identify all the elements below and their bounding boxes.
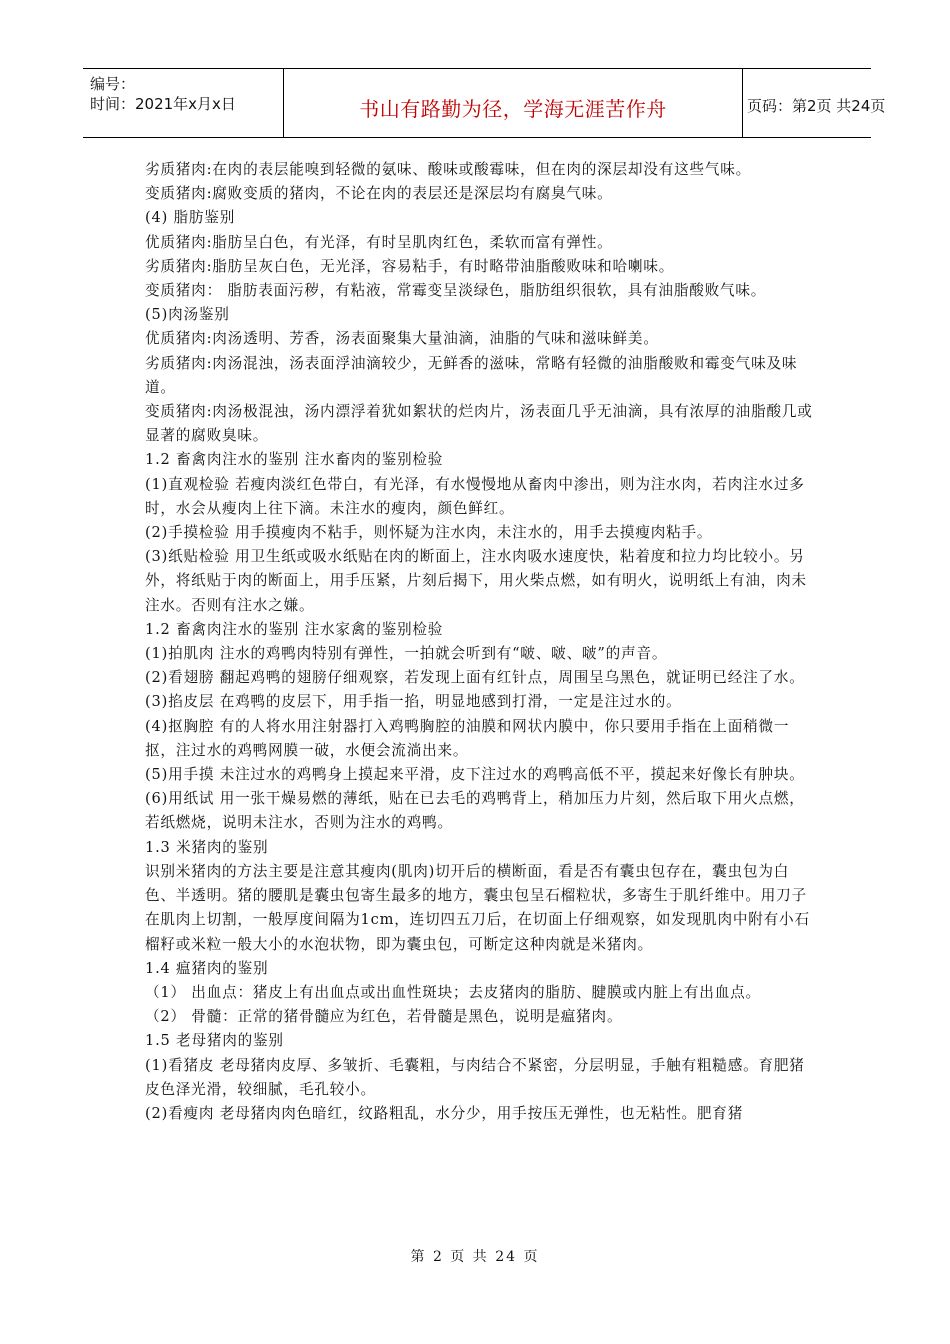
page-header bbox=[83, 68, 886, 138]
body-paragraph: (2)看翅膀 翻起鸡鸭的翅膀仔细观察，若发现上面有红针点，周围呈乌黑色，就证明已经注了水。 bbox=[145, 669, 805, 687]
body-paragraph: (1)看猪皮 老母猪肉皮厚、多皱折、毛囊粗，与肉结合不紧密，分层明显，手触有粗糙感。育肥猪皮色泽光滑，较细腻，毛孔较小。 bbox=[145, 1056, 805, 1098]
body-paragraph: （1） 出血点：猪皮上有出血点或出血性斑块；去皮猪肉的脂肪、腱膜或内脏上有出血点。 bbox=[145, 983, 761, 1001]
document-body bbox=[145, 158, 815, 1126]
header-motto-cell bbox=[283, 69, 743, 137]
body-paragraph: 优质猪肉:脂肪呈白色，有光泽，有时呈肌肉红色，柔软而富有弹性。 bbox=[145, 233, 613, 251]
body-paragraph: (4) 脂肪鉴别 bbox=[145, 209, 236, 227]
header-page-number: 页码：第2页 共24页 bbox=[747, 97, 886, 115]
document-number-label: 编号： bbox=[90, 75, 136, 93]
header-page-cell bbox=[741, 69, 886, 137]
body-paragraph: (3)掐皮层 在鸡鸭的皮层下，用手指一掐，明显地感到打滑，一定是注过水的。 bbox=[145, 693, 682, 711]
body-paragraph: 劣质猪肉:在肉的表层能嗅到轻微的氨味、酸味或酸霉味，但在肉的深层却没有这些气味。 bbox=[145, 161, 752, 178]
body-paragraph: 识别米猪肉的方法主要是注意其瘦肉(肌肉)切开后的横断面，看是否有囊虫包存在，囊虫包为白色、半透明。猪的腰肌是囊虫包寄生最多的地方，囊虫包呈石榴粒状，多寄生于肌纤维中。用刀子在肌肉上切割，一般厚度间隔为1cm，连切四五刀后，在切面上仔细观察，如发现肌肉中附有小石榴籽或米粒一般大小的水泡状物，即为囊虫包，可断定这种肉就是米猪肉。 bbox=[145, 862, 810, 953]
body-paragraph: (1)直观检验 若瘦肉淡红色带白，有光泽，有水慢慢地从畜肉中渗出，则为注水肉，若肉注水过多时，水会从瘦肉上往下滴。未注水的瘦肉，颜色鲜红。 bbox=[145, 475, 805, 517]
body-paragraph: (3)纸贴检验 用卫生纸或吸水纸贴在肉的断面上，注水肉吸水速度快，粘着度和拉力均比较小。另外，将纸贴于肉的断面上，用手压紧，片刻后揭下，用火柴点燃，如有明火，说明纸上有油，肉未注水。否则有注水之嫌。 bbox=[145, 548, 807, 614]
body-paragraph: 劣质猪肉:肉汤混浊，汤表面浮油滴较少，无鲜香的滋味，常略有轻微的油脂酸败和霉变气味及味道。 bbox=[145, 354, 798, 396]
header-motto: 书山有路勤为径，学海无涯苦作舟 bbox=[359, 97, 667, 121]
body-paragraph: (5)用手摸 未注过水的鸡鸭身上摸起来平滑，皮下注过水的鸡鸭高低不平，摸起来好像长有肿块。 bbox=[145, 766, 805, 784]
document-date-label: 时间：2021年x月x日 bbox=[90, 95, 236, 113]
header-info-cell bbox=[83, 69, 283, 137]
body-paragraph: （2） 骨髓：正常的猪骨髓应为红色，若骨髓是黑色，说明是瘟猪肉。 bbox=[145, 1008, 623, 1026]
body-paragraph: 变质猪肉:腐败变质的猪肉，不论在肉的表层还是深层均有腐臭气味。 bbox=[145, 185, 613, 203]
body-paragraph: (2)看瘦肉 老母猪肉肉色暗红，纹路粗乱，水分少，用手按压无弹性，也无粘性。肥育猪 bbox=[145, 1104, 744, 1122]
body-paragraph: 变质猪肉:肉汤极混浊，汤内漂浮着犹如絮状的烂肉片，汤表面几乎无油滴，具有浓厚的油脂酸几或显著的腐败臭味。 bbox=[145, 403, 813, 445]
page-footer: 第 2 页 共 24 页 bbox=[410, 1249, 540, 1265]
body-paragraph: (1)拍肌肉 注水的鸡鸭肉特别有弹性，一拍就会听到有“啵、啵、啵”的声音。 bbox=[145, 645, 668, 663]
body-paragraph: 变质猪肉： 脂肪表面污秽，有粘液，常霉变呈淡绿色，脂肪组织很软，具有油脂酸败气味。 bbox=[145, 282, 767, 300]
body-paragraph: (6)用纸试 用一张干燥易燃的薄纸，贴在已去毛的鸡鸭背上，稍加压力片刻，然后取下用火点燃，若纸燃烧，说明未注水，否则为注水的鸡鸭。 bbox=[145, 790, 805, 832]
body-paragraph: (4)抠胸腔 有的人将水用注射器打入鸡鸭胸腔的油膜和网状内膜中，你只要用手指在上面稍微一抠，注过水的鸡鸭网膜一破，水便会流淌出来。 bbox=[145, 717, 790, 759]
body-paragraph: (2)手摸检验 用手摸瘦肉不粘手，则怀疑为注水肉，未注水的，用手去摸瘦肉粘手。 bbox=[145, 524, 713, 542]
body-paragraph: 1.2 畜禽肉注水的鉴别 注水家禽的鉴别检验 bbox=[145, 620, 444, 638]
body-paragraph: 劣质猪肉:脂肪呈灰白色，无光泽，容易粘手，有时略带油脂酸败味和哈喇味。 bbox=[145, 257, 675, 275]
body-paragraph: 优质猪肉:肉汤透明、芳香，汤表面聚集大量油滴，油脂的气味和滋味鲜美。 bbox=[145, 330, 659, 348]
body-paragraph: 1.4 瘟猪肉的鉴别 bbox=[145, 959, 269, 977]
body-paragraph: (5)肉汤鉴别 bbox=[145, 306, 230, 324]
body-paragraph: 1.2 畜禽肉注水的鉴别 注水畜肉的鉴别检验 bbox=[145, 451, 444, 469]
body-paragraph: 1.3 米猪肉的鉴别 bbox=[145, 838, 269, 856]
body-paragraph: 1.5 老母猪肉的鉴别 bbox=[145, 1032, 284, 1050]
